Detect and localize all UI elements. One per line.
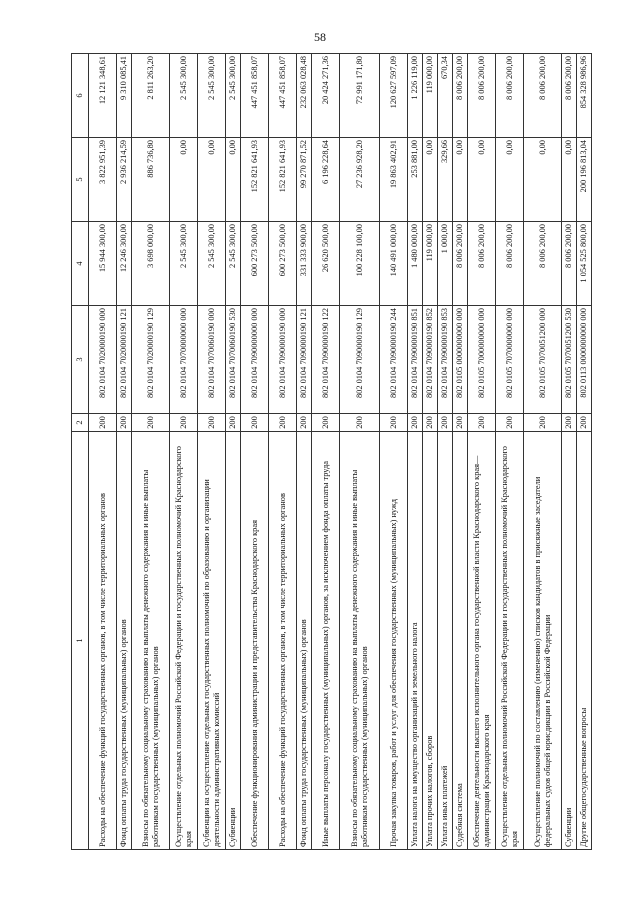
- table-row: [89, 54, 117, 850]
- row-unexecuted-cell: 670,34: [438, 54, 453, 138]
- row-budget-code-cell: 802 0104 7090000190 852: [423, 306, 438, 414]
- row-executed-cell: 200 196 813,04: [577, 138, 592, 222]
- row-approved-cell: 2 545 300,00: [170, 222, 198, 306]
- row-executed-cell: 152 821 641,93: [241, 138, 269, 222]
- row-executed-cell: 0,00: [198, 138, 226, 222]
- row-executed-cell: 0,00: [524, 138, 562, 222]
- row-code-2-cell: 200: [241, 414, 269, 432]
- row-name-cell: Субвенции: [226, 432, 241, 850]
- header-cell-4: 4: [72, 222, 89, 306]
- row-budget-code-cell: 802 0104 7090000190 853: [438, 306, 453, 414]
- row-code-2-cell: 200: [312, 414, 340, 432]
- row-name-cell: Уплата налога на имущество организаций и земельного налога: [408, 432, 423, 850]
- row-executed-cell: 329,66: [438, 138, 453, 222]
- row-executed-cell: 0,00: [562, 138, 577, 222]
- table-row: [170, 54, 198, 850]
- row-approved-cell: 8 006 200,00: [524, 222, 562, 306]
- row-executed-cell: 0,00: [423, 138, 438, 222]
- row-executed-cell: 0,00: [453, 138, 468, 222]
- table-row: [438, 54, 453, 850]
- header-cell-3: 3: [72, 306, 89, 414]
- row-code-2-cell: 200: [380, 414, 408, 432]
- row-unexecuted-cell: 2 545 300,00: [198, 54, 226, 138]
- row-unexecuted-cell: 2 545 300,00: [170, 54, 198, 138]
- table-row: [297, 54, 312, 850]
- row-code-2-cell: 200: [577, 414, 592, 432]
- row-approved-cell: 600 273 500,00: [241, 222, 269, 306]
- header-row: [72, 54, 89, 850]
- row-executed-cell: 27 236 928,20: [340, 138, 380, 222]
- row-code-2-cell: 200: [438, 414, 453, 432]
- row-name-cell: Расходы на обеспечение функций государственных органов, в том числе территориальных органов: [269, 432, 297, 850]
- row-name-cell: Взносы по обязательному социальному страхованию на выплаты денежного содержания и иные выплаты работникам государственных (муниципальных) органов: [340, 432, 380, 850]
- row-budget-code-cell: 802 0104 7090000190 129: [340, 306, 380, 414]
- row-unexecuted-cell: 447 451 858,07: [241, 54, 269, 138]
- row-unexecuted-cell: 12 121 348,61: [89, 54, 117, 138]
- row-approved-cell: 8 006 200,00: [562, 222, 577, 306]
- row-name-cell: Взносы по обязательному социальному страхованию на выплаты денежного содержания и иные выплаты работникам государственных (муниципальных) органов: [132, 432, 170, 850]
- row-code-2-cell: 200: [226, 414, 241, 432]
- row-unexecuted-cell: 8 006 200,00: [468, 54, 496, 138]
- row-executed-cell: 0,00: [226, 138, 241, 222]
- row-budget-code-cell: 802 0104 7070060190 530: [226, 306, 241, 414]
- row-code-2-cell: 200: [340, 414, 380, 432]
- row-approved-cell: 1 000,00: [438, 222, 453, 306]
- row-unexecuted-cell: 8 006 200,00: [562, 54, 577, 138]
- table-row: [312, 54, 340, 850]
- rotated-page: [71, 54, 592, 850]
- row-name-cell: Уплата иных платежей: [438, 432, 453, 850]
- row-name-cell: Субвенции на осуществление отдельных государственных полномочий по образованию и организации деятельности административных комиссий: [198, 432, 226, 850]
- row-code-2-cell: 200: [117, 414, 132, 432]
- row-unexecuted-cell: 8 006 200,00: [524, 54, 562, 138]
- row-code-2-cell: 200: [468, 414, 496, 432]
- row-name-cell: Фонд оплаты труда государственных (муниципальных) органов: [297, 432, 312, 850]
- row-executed-cell: 99 270 871,52: [297, 138, 312, 222]
- row-name-cell: Обеспечение деятельности высшего исполнительного органа государственной власти Краснодарского края—администрации Краснодарского края: [468, 432, 496, 850]
- header-cell-2: 2: [72, 414, 89, 432]
- row-approved-cell: 2 545 300,00: [198, 222, 226, 306]
- row-budget-code-cell: 802 0104 7090000190 851: [408, 306, 423, 414]
- table-row: [423, 54, 438, 850]
- table-row: [496, 54, 524, 850]
- row-name-cell: Прочая закупка товаров, работ и услуг для обеспечения государственных (муниципальных) нужд: [380, 432, 408, 850]
- row-name-cell: Обеспечение функционирования администрации и представительства Краснодарского края: [241, 432, 269, 850]
- row-approved-cell: 12 246 300,00: [117, 222, 132, 306]
- row-budget-code-cell: 802 0104 7020000190 121: [117, 306, 132, 414]
- row-code-2-cell: 200: [269, 414, 297, 432]
- row-name-cell: Другие общегосударственные вопросы: [577, 432, 592, 850]
- row-budget-code-cell: 802 0104 7020000190 129: [132, 306, 170, 414]
- row-name-cell: Осуществление отдельных полномочий Российской Федерации и государственных полномочий Краснодарского края: [496, 432, 524, 850]
- table-row: [226, 54, 241, 850]
- row-executed-cell: 253 881,00: [408, 138, 423, 222]
- row-name-cell: Осуществление полномочий по составлению (изменению) списков кандидатов в присяжные заседатели федеральных судов общей юрисдикции в Российской Федерации: [524, 432, 562, 850]
- table-row: [524, 54, 562, 850]
- row-approved-cell: 331 333 900,00: [297, 222, 312, 306]
- row-budget-code-cell: 802 0104 7090000190 244: [380, 306, 408, 414]
- row-unexecuted-cell: 2 811 263,20: [132, 54, 170, 138]
- row-executed-cell: 6 196 228,64: [312, 138, 340, 222]
- row-code-2-cell: 200: [198, 414, 226, 432]
- row-executed-cell: 0,00: [496, 138, 524, 222]
- row-unexecuted-cell: 9 310 085,41: [117, 54, 132, 138]
- row-budget-code-cell: 802 0104 7070060190 000: [198, 306, 226, 414]
- row-executed-cell: 19 863 402,91: [380, 138, 408, 222]
- header-cell-5: 5: [72, 138, 89, 222]
- row-approved-cell: 26 620 500,00: [312, 222, 340, 306]
- row-budget-code-cell: 802 0105 7070051200 530: [562, 306, 577, 414]
- page-number: 58: [314, 30, 326, 44]
- row-budget-code-cell: 802 0105 7070051200 000: [524, 306, 562, 414]
- row-budget-code-cell: 802 0113 0000000000 000: [577, 306, 592, 414]
- row-unexecuted-cell: 854 328 986,96: [577, 54, 592, 138]
- header-cell-6: 6: [72, 54, 89, 138]
- row-name-cell: Судебная система: [453, 432, 468, 850]
- row-budget-code-cell: 802 0105 7000000000 000: [468, 306, 496, 414]
- row-budget-code-cell: 802 0104 7090000190 000: [269, 306, 297, 414]
- row-executed-cell: 2 936 214,59: [117, 138, 132, 222]
- table-row: [453, 54, 468, 850]
- row-unexecuted-cell: 8 006 200,00: [496, 54, 524, 138]
- row-unexecuted-cell: 447 451 858,07: [269, 54, 297, 138]
- row-approved-cell: 3 698 000,00: [132, 222, 170, 306]
- row-code-2-cell: 200: [408, 414, 423, 432]
- row-approved-cell: 140 491 000,00: [380, 222, 408, 306]
- row-approved-cell: 8 006 200,00: [496, 222, 524, 306]
- row-unexecuted-cell: 232 063 028,48: [297, 54, 312, 138]
- row-budget-code-cell: 802 0104 7090000000 000: [241, 306, 269, 414]
- row-code-2-cell: 200: [496, 414, 524, 432]
- table-row: [117, 54, 132, 850]
- row-approved-cell: 600 273 500,00: [269, 222, 297, 306]
- table-row: [380, 54, 408, 850]
- row-approved-cell: 100 228 100,00: [340, 222, 380, 306]
- row-executed-cell: 152 821 641,93: [269, 138, 297, 222]
- row-code-2-cell: 200: [562, 414, 577, 432]
- row-executed-cell: 3 822 951,39: [89, 138, 117, 222]
- table-row: [340, 54, 380, 850]
- row-executed-cell: 886 736,80: [132, 138, 170, 222]
- row-approved-cell: 1 054 525 800,00: [577, 222, 592, 306]
- table-row: [132, 54, 170, 850]
- row-unexecuted-cell: 72 991 171,80: [340, 54, 380, 138]
- row-budget-code-cell: 802 0104 7090000190 121: [297, 306, 312, 414]
- row-executed-cell: 0,00: [170, 138, 198, 222]
- header-cell-1: 1: [72, 432, 89, 850]
- row-code-2-cell: 200: [297, 414, 312, 432]
- row-name-cell: Иные выплаты персоналу государственных (муниципальных) органов, за исключением фонда оплаты труда: [312, 432, 340, 850]
- row-budget-code-cell: 802 0105 7070000000 000: [496, 306, 524, 414]
- row-unexecuted-cell: 2 545 300,00: [226, 54, 241, 138]
- row-budget-code-cell: 802 0104 7070000000 000: [170, 306, 198, 414]
- row-unexecuted-cell: 120 627 597,09: [380, 54, 408, 138]
- row-unexecuted-cell: 8 006 200,00: [453, 54, 468, 138]
- row-budget-code-cell: 802 0104 7090000190 122: [312, 306, 340, 414]
- table-row: [198, 54, 226, 850]
- row-approved-cell: 119 000,00: [423, 222, 438, 306]
- table-row: [241, 54, 269, 850]
- table-row: [577, 54, 592, 850]
- row-code-2-cell: 200: [423, 414, 438, 432]
- row-code-2-cell: 200: [89, 414, 117, 432]
- table-row: [408, 54, 423, 850]
- row-budget-code-cell: 802 0104 7020000190 000: [89, 306, 117, 414]
- row-unexecuted-cell: 20 424 271,36: [312, 54, 340, 138]
- table-row: [269, 54, 297, 850]
- row-approved-cell: 1 480 000,00: [408, 222, 423, 306]
- row-name-cell: Расходы на обеспечение функций государственных органов, в том числе территориальных органов: [89, 432, 117, 850]
- row-approved-cell: 8 006 200,00: [453, 222, 468, 306]
- row-code-2-cell: 200: [132, 414, 170, 432]
- row-approved-cell: 8 006 200,00: [468, 222, 496, 306]
- row-name-cell: Фонд оплаты труда государственных (муниципальных) органов: [117, 432, 132, 850]
- table-row: [562, 54, 577, 850]
- row-code-2-cell: 200: [170, 414, 198, 432]
- table-row: [468, 54, 496, 850]
- row-approved-cell: 15 944 300,00: [89, 222, 117, 306]
- row-name-cell: Уплата прочих налогов, сборов: [423, 432, 438, 850]
- row-code-2-cell: 200: [453, 414, 468, 432]
- budget-table: [71, 53, 592, 850]
- row-executed-cell: 0,00: [468, 138, 496, 222]
- row-unexecuted-cell: 1 226 119,00: [408, 54, 423, 138]
- row-unexecuted-cell: 119 000,00: [423, 54, 438, 138]
- row-name-cell: Осуществление отдельных полномочий Российской Федерации и государственных полномочий Краснодарского края: [170, 432, 198, 850]
- row-code-2-cell: 200: [524, 414, 562, 432]
- row-budget-code-cell: 802 0105 0000000000 000: [453, 306, 468, 414]
- row-name-cell: Субвенции: [562, 432, 577, 850]
- row-approved-cell: 2 545 300,00: [226, 222, 241, 306]
